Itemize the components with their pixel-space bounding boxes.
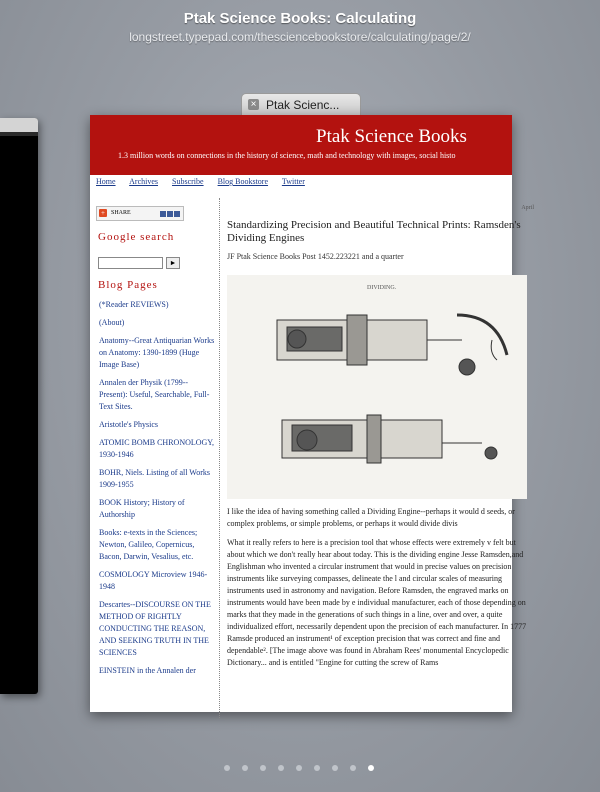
window-header: [0, 10, 600, 44]
page-url: longstreet.typepad.com/thesciencebookstore/calculating/page/2/: [129, 30, 471, 44]
post-title[interactable]: Standardizing Precision and Beautiful Technical Prints: Ramsden's Dividing Engines: [227, 219, 521, 244]
share-button[interactable]: + SHARE: [96, 206, 184, 221]
blog-nav: [96, 177, 317, 186]
page-dot[interactable]: [296, 765, 302, 771]
webpage-thumbnail[interactable]: [90, 115, 534, 712]
dividing-engine-engraving[interactable]: [227, 275, 527, 499]
blog-page-link[interactable]: COSMOLOGY Microview 1946-1948: [99, 570, 208, 591]
nav-blog-bookstore[interactable]: Blog Bookstore: [217, 177, 269, 186]
plus-icon: +: [99, 209, 107, 217]
blog-page-link[interactable]: Descartes--DISCOURSE ON THE METHOD OF RIGHTLY CONDUCTING THE REASON, AND SEEKING TRUTH IN THE SCIENCES: [99, 600, 211, 657]
blog-page-link[interactable]: Aristotle's Physics: [99, 420, 158, 429]
nav-subscribe[interactable]: Subscribe: [172, 177, 204, 186]
nav-archives[interactable]: Archives: [129, 177, 159, 186]
post-paragraph: What it really refers to here is a precision tool that whose effects were extremely v felt but about which we don't really hear about today. This is the dividing engine Jesse Ramsden,and Englishman who invented a circular instrument that would in precise values on precision instruments like surveying compasses, delineate the l and circular scales of measuring instruments used in astronomy and navigation. Before Ramsden, the engraved marks on instruments would have been made by e individual manufacturer, each of those depending on marks that they made in the generations of such things in a line, over and over, a quite individualized effort, necessarily dependent upon the precision of each manufacturer. In 1777 Ramsde produced an instrument¹ of exception precision that was correct and fine and dependable². [The image above was found in Abraham Rees' monumental Encyclopedic Dictionary... and is entitled "Engine for cutting the screw of Rams: [227, 538, 527, 667]
post-date: April: [521, 205, 534, 211]
previous-tab-card[interactable]: [0, 118, 38, 694]
column-divider: [219, 198, 220, 718]
post-paragraph: I like the idea of having something called a Dividing Engine--perhaps it would d seeds, or complex problems, or simple problems, or perhaps it would divide divis: [227, 507, 515, 528]
page-dot[interactable]: [314, 765, 320, 771]
search-button[interactable]: ►: [166, 257, 180, 269]
blog-page-link[interactable]: ATOMIC BOMB CHRONOLOGY, 1930-1946: [99, 438, 215, 459]
blog-banner: [90, 115, 512, 175]
blog-page-link[interactable]: BOHR, Niels. Listing of all Works 1909-1955: [99, 468, 210, 489]
tab-current[interactable]: [241, 93, 361, 116]
page-dot[interactable]: [368, 765, 374, 771]
page-dot[interactable]: [260, 765, 266, 771]
page-dot[interactable]: [278, 765, 284, 771]
blog-page-link[interactable]: Books: e-texts in the Sciences; Newton, Galileo, Copernicus, Bacon, Darwin, Vesalius, etc.: [99, 528, 198, 561]
page-dot[interactable]: [350, 765, 356, 771]
tab-label: Ptak Scienc...: [266, 98, 340, 112]
blog-subtitle: 1.3 million words on connections in the history of science, math and technology with images, social histo: [118, 151, 456, 160]
blog-page-link[interactable]: (*Reader REVIEWS): [99, 300, 169, 309]
blog-page-link[interactable]: EINSTEIN in the Annalen der: [99, 666, 196, 675]
nav-twitter[interactable]: Twitter: [281, 177, 305, 186]
blog-page-link[interactable]: (About): [99, 318, 125, 327]
post-meta: JF Ptak Science Books Post 1452.223221 and a quarter: [227, 252, 404, 261]
blog-title[interactable]: Ptak Science Books: [316, 126, 467, 147]
blog-pages-list: [99, 299, 216, 677]
page-dot[interactable]: [332, 765, 338, 771]
engine-drawing-bottom: [282, 415, 497, 463]
close-icon[interactable]: ×: [248, 99, 259, 110]
sidebar: [96, 200, 216, 683]
nav-home[interactable]: Home: [96, 177, 116, 186]
plate-heading: DIVIDING.: [367, 285, 397, 291]
search-input[interactable]: [98, 257, 163, 269]
google-search-heading: Google search: [98, 231, 175, 243]
blog-page-link[interactable]: Annalen der Physik (1799--Present): Useful, Searchable, Full-Text Sites.: [99, 378, 210, 411]
page-title: Ptak Science Books: Calculating: [183, 10, 417, 27]
blog-pages-heading: Blog Pages: [98, 279, 158, 291]
social-icons: [159, 210, 180, 223]
blog-page-link[interactable]: Anatomy--Great Antiquarian Works on Anatomy: 1390-1899 (Huge Image Base): [99, 336, 215, 369]
engine-drawing-top: [277, 315, 507, 375]
blog-page-link[interactable]: BOOK History; History of Authorship: [99, 498, 185, 519]
page-indicator: [224, 765, 384, 775]
page-dot[interactable]: [224, 765, 230, 771]
post: [227, 198, 534, 669]
page-dot[interactable]: [242, 765, 248, 771]
post-body: [227, 506, 527, 669]
